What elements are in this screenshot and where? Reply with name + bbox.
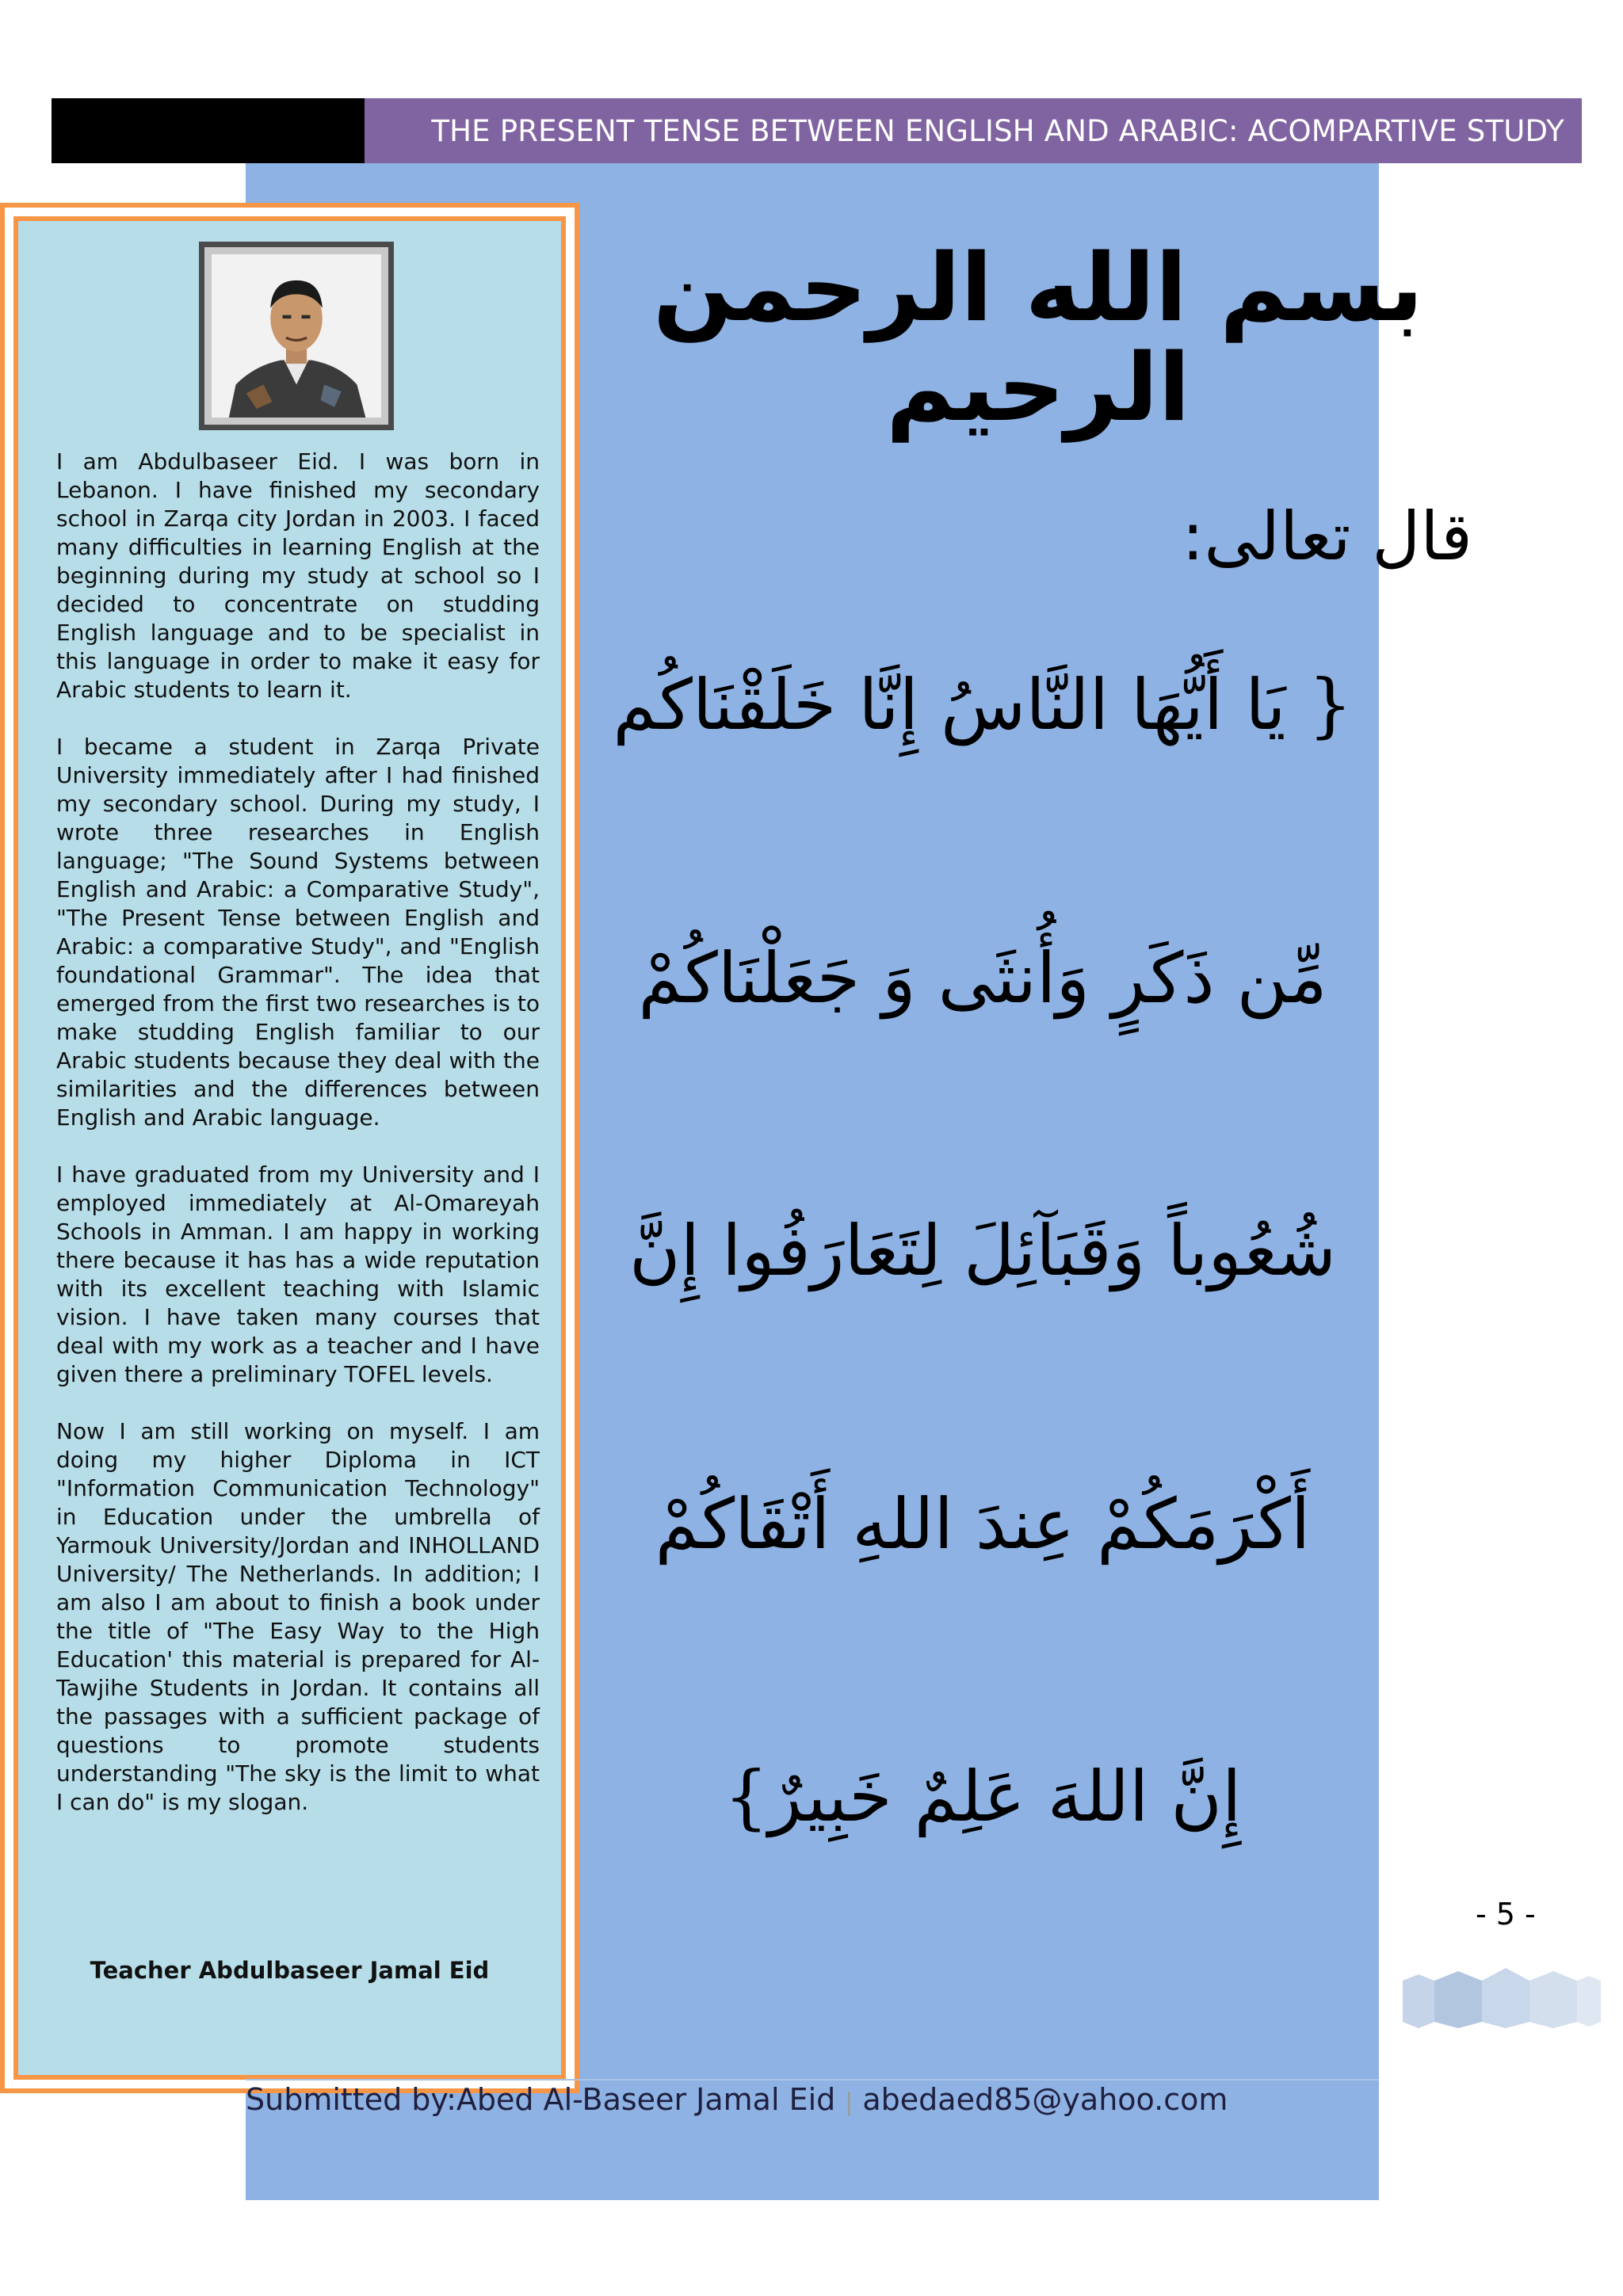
- footer: [246, 2082, 1228, 2117]
- bio-paragraph: I am Abdulbaseer Eid. I was born in Lebanon. I have finished my secondary school in Zarqa city Jordan in 2003. I faced many difficulties in learning English at the beginning during my study at school so I decided to concentrate on studding English language and to be specialist in this language in order to make it easy for Arabic students to learn it.: [56, 448, 540, 703]
- footer-separator: |: [845, 2088, 854, 2116]
- bio-sidebar-inner: [13, 216, 566, 2080]
- verse-line: شُعُوباً وَقَبَآئِلَ لِتَعَارَفُوا إِنَّ: [628, 1210, 1337, 1291]
- verse-line: مِّن ذَكَرٍ وَأُنثَى وَ جَعَلْنَاكُمْ: [638, 937, 1327, 1019]
- verse-line: إِنَّ اللهَ عَلِمٌ خَبِيرٌ}: [724, 1756, 1242, 1837]
- page-number: - 5 -: [1476, 1897, 1536, 1932]
- bio-paragraph: I became a student in Zarqa Private University immediately after I had finished my secondary school. During my study, I wrote three researches in English language; "The Sound Systems between English and Arabic: a Comparative Study", "The Present Tense between English and Arabic: a comparative Study", and "English foundational Grammar". The idea that emerged from the first two researches is to make studding English familiar to our Arabic students because they deal with the similarities and the differences between English and Arabic language.: [56, 734, 540, 1131]
- author-photo-frame: [199, 242, 394, 430]
- bio-signature: Teacher Abdulbaseer Jamal Eid: [90, 1957, 490, 1984]
- bio-paragraph: Now I am still working on myself. I am doing my higher Diploma in ICT "Information Communication Technology" in Education under the umbrella of Yarmouk University/Jordan and INHOLLAND University/ The Netherlands. In addition; I am also I am about to finish a book under the title of "The Easy Way to the High Education' this material is prepared for Al-Tawjihe Students in Jordan. It contains all the passages with a sufficient package of questions to promote students understanding "The sky is the limit to what I can do" is my slogan.: [56, 1418, 540, 1815]
- verse-line: { يَا أَيُّهَا النَّاسُ إِنَّا خَلَقْنَاكُم: [613, 664, 1353, 746]
- footer-email: abedaed85@yahoo.com: [862, 2082, 1228, 2117]
- author-photo: [212, 254, 381, 418]
- basmala-heading: بسم الله الرحمن الرحيم: [652, 233, 1424, 442]
- bio-text: [56, 448, 540, 1845]
- qala-label: قال تعالى:: [1182, 498, 1472, 575]
- header-black-block: [52, 98, 365, 163]
- author-portrait-icon: [212, 254, 381, 418]
- page-corner-decoration: [1403, 1963, 1601, 2028]
- footer-rule: [246, 2079, 1379, 2081]
- footer-submitted: Submitted by:Abed Al-Baseer Jamal Eid: [246, 2082, 836, 2117]
- header-title: THE PRESENT TENSE BETWEEN ENGLISH AND ARABIC: ACOMPARTIVE STUDY: [431, 113, 1564, 148]
- author-photo-mat: [204, 247, 388, 425]
- bio-sidebar: [0, 203, 579, 2093]
- header-bar: [365, 98, 1582, 163]
- bio-paragraph: I have graduated from my University and I employed immediately at Al-Omareyah Schools in Amman. I am happy in working there because it has has a wide reputation with its excellent teaching with Islamic vision. I have taken many courses that deal with my work as a teacher and I have given there a preliminary TOFEL levels.: [56, 1161, 540, 1387]
- verse-line: أَكْرَمَكُمْ عِندَ اللهِ أَتْقَاكُمْ: [655, 1483, 1311, 1565]
